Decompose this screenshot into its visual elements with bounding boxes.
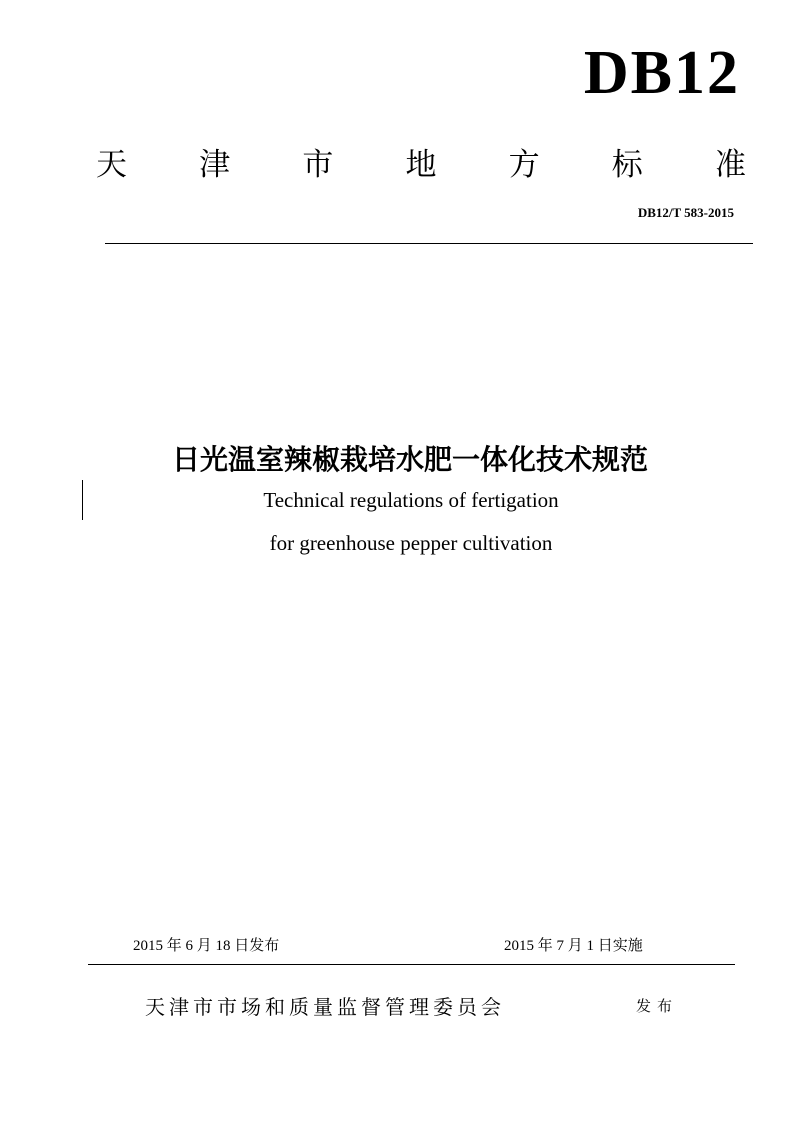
title-char: 市 — [302, 147, 334, 183]
standard-category-title — [96, 147, 746, 183]
standard-code: DB12 — [583, 39, 740, 107]
top-divider — [105, 243, 753, 244]
title-char: 津 — [199, 147, 231, 183]
document-title-en-line2: for greenhouse pepper cultivation — [269, 531, 553, 555]
title-char: 方 — [508, 147, 540, 183]
document-title-cn: 日光温室辣椒栽培水肥一体化技术规范 — [171, 443, 648, 476]
title-char: 标 — [611, 147, 643, 183]
issue-date: 2015 年 6 月 18 日发布 — [133, 938, 280, 954]
implementation-date: 2015 年 7 月 1 日实施 — [504, 938, 643, 954]
title-char: 地 — [405, 147, 437, 183]
bottom-divider — [88, 964, 735, 965]
issued-label: 发布 — [636, 997, 679, 1015]
title-char: 准 — [714, 147, 746, 183]
document-title-en-line1: Technical regulations of fertigation — [263, 488, 559, 512]
standard-number: DB12/T 583-2015 — [637, 205, 734, 220]
title-char: 天 — [96, 147, 127, 183]
issuing-authority: 天津市市场和质量监督管理委员会 — [145, 995, 505, 1019]
